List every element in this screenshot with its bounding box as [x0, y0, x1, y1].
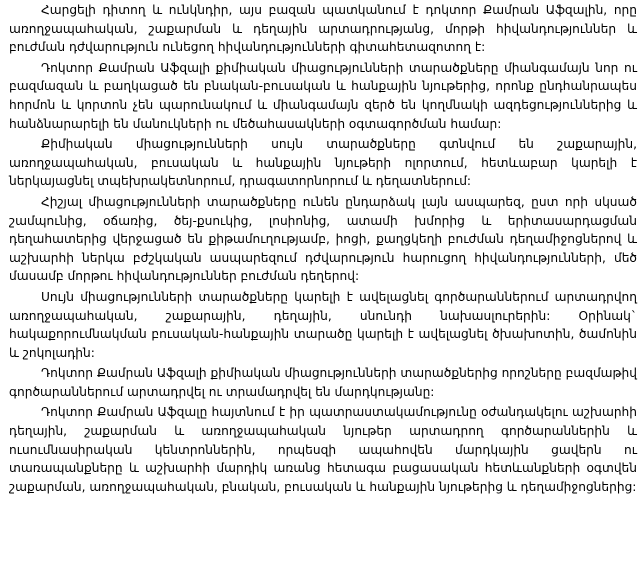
paragraph-7: Դոկտոր Քամրան Աֆզալը հայտնում է իր պատրաստակամությունը օժանդակելու աշխարհի դեղային, շաքարման և առողջապահական նյութեր արտադրող գործարաններին և ուսումնասիրական կենտրոններին, որպեսզի ապահովեն մարդկային ցավերն ու տառապանքները և աշխարհի մարդիկ առանց հետագա բացասական հետևանքների օգտվեն շաքարման, առողջապահական, բնական, բուսական և հանքային նյութերից և դեղամիջոցներից: [9, 405, 637, 494]
paragraph-2: Դոկտոր Քամրան Աֆզալի քիմիական միացությունների տարածքները միանգամայն նոր ու բազմազան և բաղկացած են բնական-բուսական և հանքային նյութերից, որոնք ընդհանրապես հորմոն և կորտոն չեն պարունակում և միանգամայն զերծ են կողմնակի ազդեցություններից և հանձնարարելի են մանուկների ու մեծահասակների օգտագործման համար: [9, 60, 637, 131]
paragraph-1: Հարցելի դիտող և ունկնդիր, այս բազան պատկանում է դոկտոր Քամրան Աֆզալին, որը առողջապահական, շաքարման և դեղային արտադրությանց, մորթի հիվանդություններ և բուժման դժվարություն ունեցող հիվանդությունների գիտահետազոտող է: [9, 3, 637, 55]
paragraph-5: Սույն միացությունների տարածքները կարելի է ավելացնել գործարաններում արտադրվող առողջապահական, շաքարային, դեղային, սնունդի նախասլուրերին: Օրինակ` հակաքորումնակման բուսական-հանքային տարածը կարելի է ավելացնել ծխախոտին, ծամոնին և շոկոլադին: [9, 289, 637, 360]
paragraph-6: Դոկտոր Քամրան Աֆզալի քիմիական միացությունների տարածքներից որոշները բազմաթիվ գործարաններում արտադրվել ու տրամադրվել են մարդկությանը: [9, 366, 637, 399]
paragraph-4: Հիշյալ միացությունների տարածքները ունեն ընդարձակ լայն ասպարեզ, ըստ որի սկսած շամպունից, օճառից, ծեյ-քսուկից, լոսիոնից, ատամի խմորից և երիտասարդացման դեղահատերից վերջացած են քիթամուղությամբ, իոցի, քաղցկեղի բուժման դեղամիջոցներով և աշխարհի ներկա բժշկական ասպարեզում դժվարություն հարուցող հիվանդությունների, մեծ մասամբ մորթու հիվանդություններ բուժման դեղերով: [9, 194, 637, 284]
paragraph-3: Քիմիական միացությունների սույն տարածքները գտնվում են շաքարային, առողջապահական, բուսական և հանքային նյութերի ոլորտում, հետևաբար կարելի է ներկայացնել տպեխրակետնորում, դրագատորնորում և դեղատներում: [9, 137, 637, 189]
